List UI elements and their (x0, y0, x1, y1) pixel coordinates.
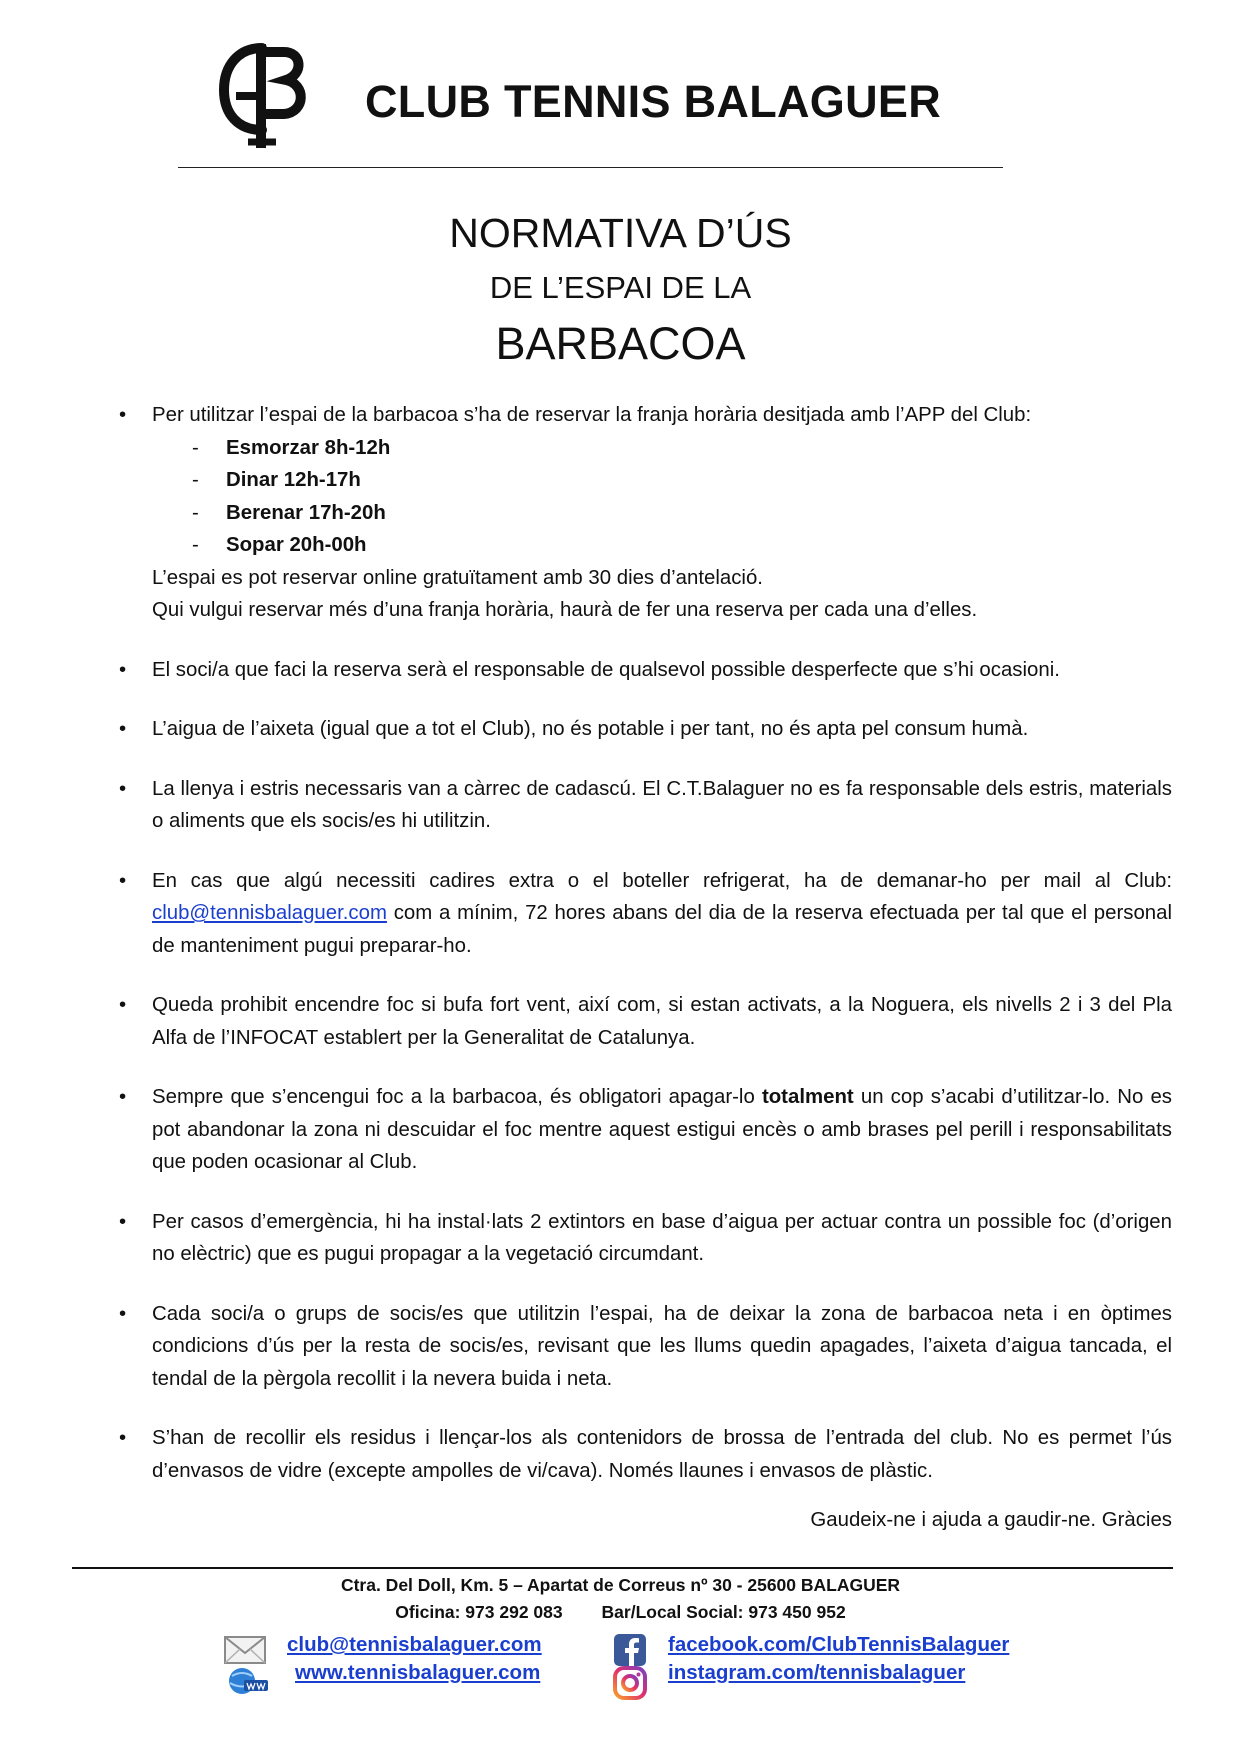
time-slot-label: Dinar 12h-17h (226, 469, 361, 491)
footer-email-link[interactable]: club@tennisbalaguer.com (287, 1633, 542, 1656)
web-globe-icon (226, 1664, 270, 1698)
rule-text: L’aigua de l’aixeta (igual que a tot el Club), no és potable i per tant, no és apta pel consum humà. (152, 718, 1029, 740)
mail-icon (223, 1633, 267, 1667)
rule-note: Qui vulgui reservar més d’una franja horària, haurà de fer una reserva per cada una d’elles. (152, 599, 978, 621)
rule-cleanup (119, 1298, 1172, 1396)
instagram-icon (612, 1666, 648, 1700)
rule-text-part: Sempre que s’encengui foc a la barbacoa, és obligatori apagar-lo (152, 1086, 762, 1108)
time-slot-label: Sopar 20h-00h (226, 534, 367, 556)
rule-extinguishers (119, 1206, 1172, 1271)
bullet: • (119, 994, 127, 1016)
rule-text: S’han de recollir els residus i llençar-los als contenidors de brossa de l’entrada del club. No es permet l’ús d’envasos de vidre (excepte ampolles de vi/cava). Només llaunes i envasos de plàstic. (152, 1427, 1172, 1482)
rule-text: La llenya i estris necessaris van a càrrec de cadascú. El C.T.Balaguer no es fa responsable dels estris, materials o aliments que els socis/es hi utilitzin. (152, 777, 1172, 832)
rule-reservation (119, 399, 1172, 627)
rule-text: Queda prohibit encendre foc si bufa fort vent, així com, si estan activats, a la Noguera, els nivells 2 i 3 del Pla Alfa de l’INFOCAT establert per la Generalitat de Catalunya. (152, 994, 1172, 1049)
time-slot-label: Berenar 17h-20h (226, 501, 386, 524)
dash: - (192, 469, 199, 491)
time-slot-label: Esmorzar 8h-12h (226, 436, 391, 459)
signoff: Gaudeix-ne i ajuda a gaudir-ne. Gràcies (810, 1509, 1172, 1531)
rule-text-part: un cop s’acabi d’utilitzar-lo. No es pot abandonar la zona ni descuidar el foc mentre aquest estigui encès o amb brases pel perill i responsabilitats que poden ocasionar al Club. (152, 1086, 1173, 1173)
bullet: • (119, 1427, 127, 1449)
title-line-1: NORMATIVA D’ÚS (449, 210, 792, 256)
rule-responsibility (119, 654, 1172, 687)
dash: - (192, 534, 199, 556)
rule-firewood (119, 773, 1172, 838)
club-logo (218, 40, 310, 152)
bullet: • (119, 777, 127, 800)
rule-waste (119, 1422, 1172, 1487)
rule-note: L’espai es pot reservar online gratuïtament amb 30 dies d’antelació. (152, 566, 763, 589)
club-email-link[interactable]: club@tennisbalaguer.com (152, 902, 387, 924)
dash: - (192, 436, 199, 459)
rule-text (152, 865, 1172, 963)
title-line-3: BARBACOA (495, 318, 746, 369)
dash: - (192, 501, 199, 524)
footer-divider (72, 1567, 1173, 1569)
footer-instagram-link[interactable]: instagram.com/tennisbalaguer (668, 1661, 966, 1684)
facebook-icon (612, 1634, 648, 1666)
title-line-2: DE L’ESPAI DE LA (489, 270, 752, 305)
rule-text-part: En cas que algú necessiti cadires extra o el boteller refrigerat, ha de demanar-ho per mail al Club: (152, 869, 1172, 892)
bullet: • (119, 1210, 127, 1233)
rule-water (119, 713, 1172, 746)
rules-list (119, 399, 1172, 1487)
bullet: • (119, 404, 127, 426)
bullet: • (119, 1086, 127, 1108)
club-name: CLUB TENNIS BALAGUER (365, 76, 941, 127)
bullet: • (119, 1302, 127, 1325)
bullet: • (119, 658, 127, 681)
rule-text: El soci/a que faci la reserva serà el responsable de qualsevol possible desperfecte que s’hi ocasioni. (152, 658, 1060, 681)
rule-fire-ban (119, 989, 1172, 1054)
footer-address: Ctra. Del Doll, Km. 5 – Apartat de Correus nº 30 - 25600 BALAGUER (340, 1575, 901, 1595)
header-divider (178, 167, 1003, 168)
time-slot (152, 464, 1172, 497)
rule-text: Per utilitzar l’espai de la barbacoa s’ha de reservar la franja horària desitjada amb l’APP del Club: (152, 404, 1032, 426)
bullet: • (119, 869, 127, 892)
time-slot (152, 432, 1172, 465)
rule-extra-equipment (119, 865, 1172, 963)
rule-text: Per casos d’emergència, hi ha instal·lats 2 extintors en base d’aigua per actuar contra un possible foc (d’origen no elèctric) que es pugui propagar a la vegetació circumdant. (152, 1210, 1172, 1265)
footer-website-link[interactable]: www.tennisbalaguer.com (295, 1661, 541, 1684)
rule-text-part: com a mínim, 72 hores abans del dia de la reserva efectuada per tal que el personal de manteniment pugui preparar-ho. (152, 902, 1172, 957)
rule-extinguish (119, 1081, 1172, 1179)
time-slot (152, 497, 1172, 530)
emphasis: totalment (761, 1086, 854, 1108)
bullet: • (119, 718, 127, 740)
footer-facebook-link[interactable]: facebook.com/ClubTennisBalaguer (668, 1633, 1010, 1656)
rule-text: Cada soci/a o grups de socis/es que utilitzin l’espai, ha de deixar la zona de barbacoa neta i en òptimes condicions d’ús per la resta de socis/es, revisant que les llums quedin apagades, l’aixeta d’aigua tancada, el tendal de la pèrgola recollit i la nevera buida i neta. (152, 1302, 1172, 1390)
rule-text (152, 1081, 1172, 1179)
footer-phones: Oficina: 973 292 083 Bar/Local Social: 973 450 952 (395, 1602, 846, 1622)
time-slot (152, 529, 1172, 562)
